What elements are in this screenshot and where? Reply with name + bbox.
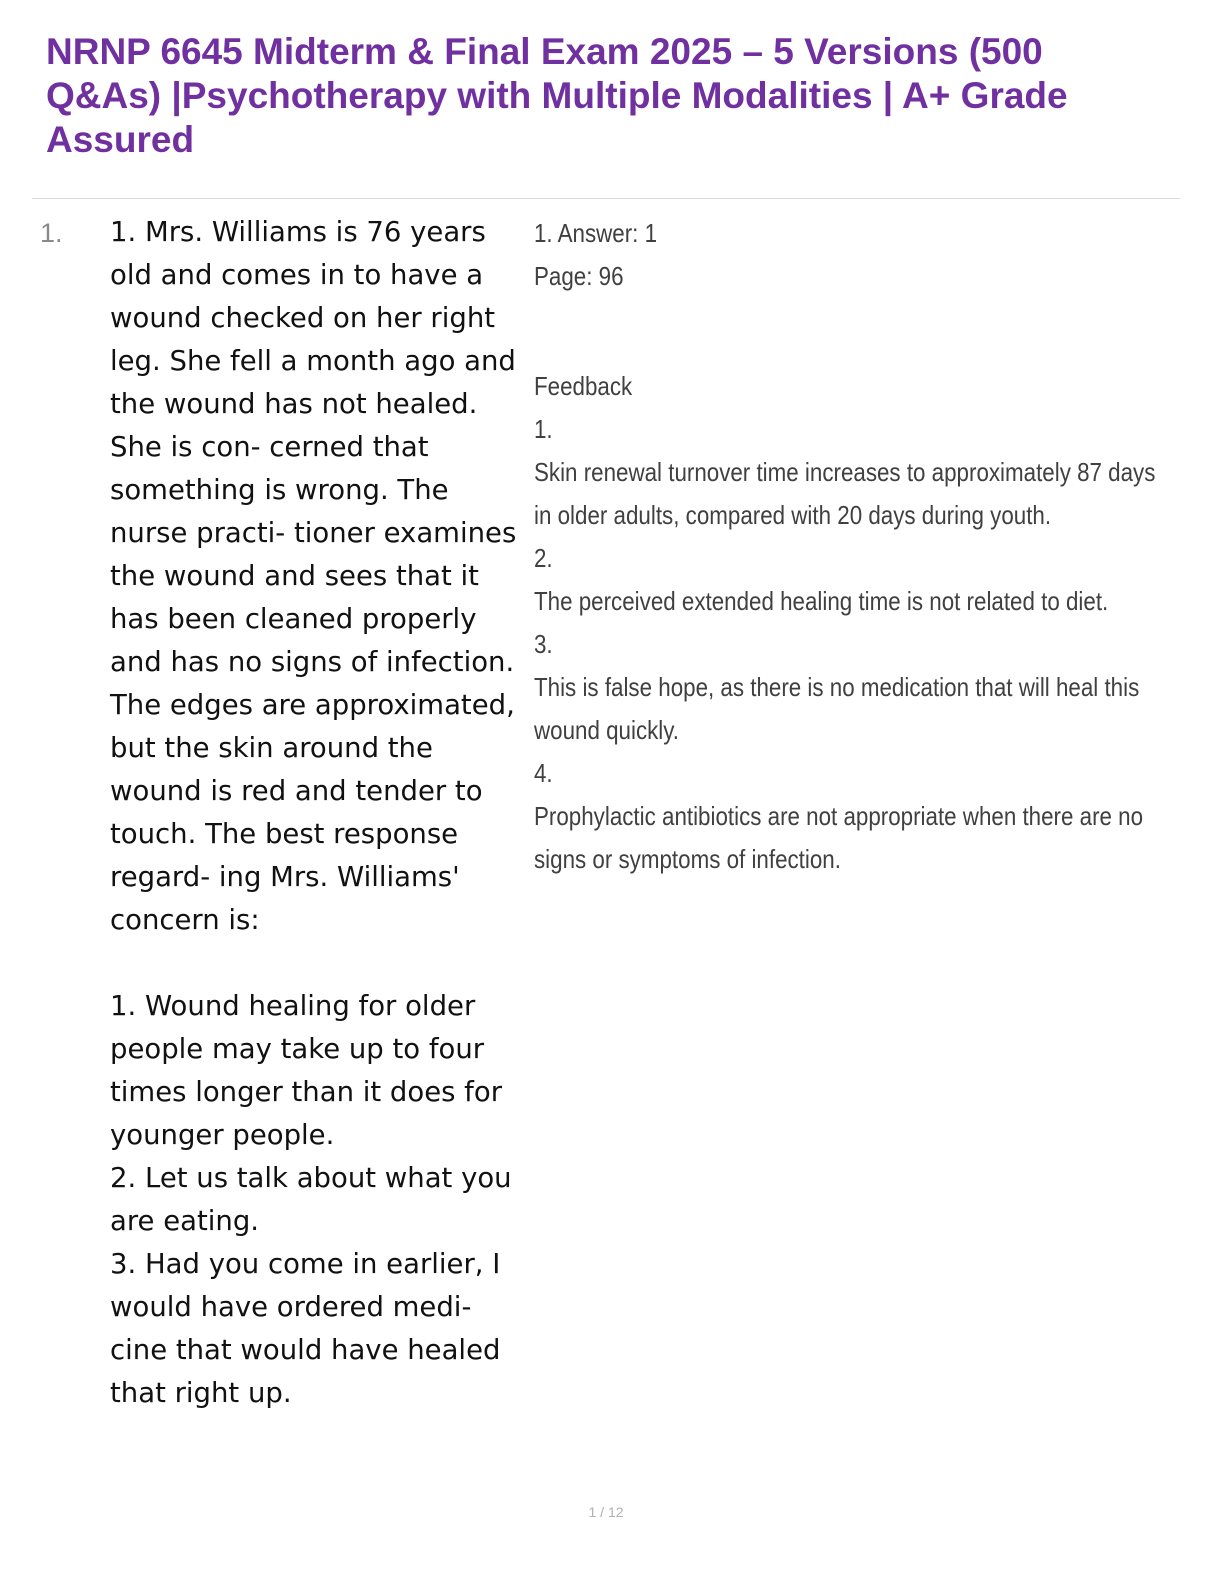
document-title: NRNP 6645 Midterm & Final Exam 2025 – 5 Versions (500 Q&As) |Psychotherapy with Multiple Modalities | A+ Grade Assured [46, 31, 1068, 160]
feedback-text-4: Prophylactic antibiotics are not appropriate when there are no signs or symptoms of infection. [534, 801, 1144, 874]
answer-option-3: 3. Had you come in earlier, I would have ordered medi- cine that would have healed that right up. [110, 1248, 501, 1409]
answer-options [110, 985, 528, 1415]
answer-option-2: 2. Let us talk about what you are eating. [110, 1162, 512, 1237]
page-reference: Page: 96 [534, 261, 624, 291]
answer-option-1: 1. Wound healing for older people may take up to four times longer than it does for younger people. [110, 990, 502, 1151]
feedback-number-1: 1. [534, 414, 553, 444]
question-list-number: 1. [40, 218, 63, 248]
feedback-heading: Feedback [534, 371, 633, 401]
answer-spacer [534, 298, 1093, 365]
feedback-number-3: 3. [534, 629, 553, 659]
feedback-number-2: 2. [534, 543, 553, 573]
page-number: 1 / 12 [588, 1504, 624, 1520]
feedback-text-2: The perceived extended healing time is not related to diet. [534, 586, 1109, 616]
feedback-text-1: Skin renewal turnover time increases to approximately 87 days in older adults, compared with 20 days during youth. [534, 457, 1156, 530]
title-divider [32, 198, 1180, 199]
answer-column [534, 212, 1156, 881]
feedback-text-3: This is false hope, as there is no medication that will heal this wound quickly. [534, 672, 1140, 745]
feedback-number-4: 4. [534, 758, 553, 788]
question-stem: 1. Mrs. Williams is 76 years old and comes in to have a wound checked on her right leg. She fell a month ago and the wound has not healed. She is con- cerned that something is wrong. The nurse practi- tioner examines the wound and sees that it has been cleaned properly and has no signs of infection. The edges are approximated, but the skin around the wound is red and tender to touch. The best response regard- ing Mrs. Williams' concern is: [110, 216, 517, 936]
answer-line: 1. Answer: 1 [534, 218, 658, 248]
question-column [110, 211, 528, 1415]
